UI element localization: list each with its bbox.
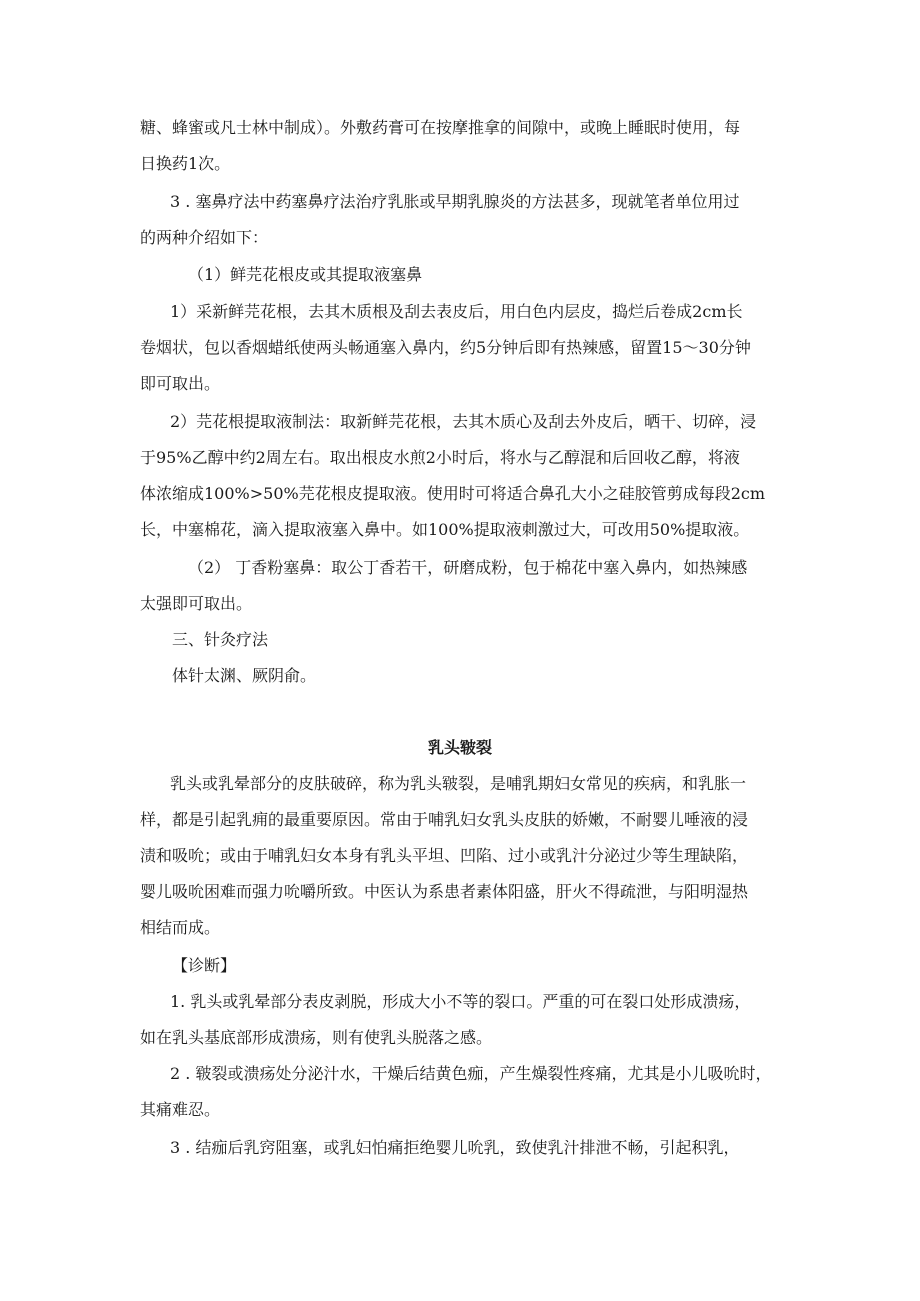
text-line: 乳头或乳晕部分的皮肤破碎，称为乳头皲裂，是哺乳期妇女常见的疾病，和乳胀一 xyxy=(170,774,747,793)
diagnosis-heading: 【诊断】 xyxy=(172,956,237,975)
text-line: 卷烟状，包以香烟蜡纸使两头畅通塞入鼻内，约5分钟后即有热辣感，留置15～30分钟 xyxy=(140,338,751,357)
text-line: 渍和吸吮；或由于哺乳妇女本身有乳头平坦、凹陷、过小或乳汁分泌过少等生理缺陷， xyxy=(140,846,749,865)
text-line: 如在乳头基底部形成溃疡，则有使乳头脱落之感。 xyxy=(140,1028,493,1047)
subheading: （1）鲜芫花根皮或其提取液塞鼻 xyxy=(188,265,423,284)
text-line: 样，都是引起乳痈的最重要原因。常由于哺乳妇女乳头皮肤的娇嫩，不耐婴儿唾液的浸 xyxy=(140,810,749,829)
text-line: 糖、蜂蜜或凡士林中制成）。外敷药膏可在按摩推拿的间隙中，或晚上睡眠时使用，每 xyxy=(140,118,741,137)
text-line: 1. 乳头或乳晕部分表皮剥脱，形成大小不等的裂口。严重的可在裂口处形成溃疡， xyxy=(170,992,751,1011)
text-line: 1）采新鲜芫花根，去其木质根及刮去表皮后，用白色内层皮，捣烂后卷成2cm长 xyxy=(170,302,743,321)
text-line: 长，中塞棉花，滴入提取液塞入鼻中。如100%提取液刺激过大，可改用50%提取液。 xyxy=(140,520,750,539)
section-title: 乳头皲裂 xyxy=(427,738,492,757)
section-heading: 三、针灸疗法 xyxy=(172,630,269,649)
text-line: 太强即可取出。 xyxy=(140,594,253,613)
text-line: 婴儿吸吮困难而强力吮嚼所致。中医认为系患者素体阳盛，肝火不得疏泄，与阳明湿热 xyxy=(140,882,749,901)
text-line: 体浓缩成100%>50%芫花根皮提取液。使用时可将适合鼻孔大小之硅胶管剪成每段2cm xyxy=(140,484,766,503)
text-line: 2）芫花根提取液制法：取新鲜芫花根，去其木质心及刮去外皮后，晒干、切碎，浸 xyxy=(170,412,757,431)
text-line: 相结而成。 xyxy=(140,918,221,937)
text-line: （2） 丁香粉塞鼻：取公丁香若干，研磨成粉，包于棉花中塞入鼻内，如热辣感 xyxy=(188,558,748,577)
text-line: 即可取出。 xyxy=(140,374,221,393)
text-line: 于95%乙醇中约2周左右。取出根皮水煎2小时后，将水与乙醇混和后回收乙醇，将液 xyxy=(140,448,740,467)
text-line: 的两种介绍如下： xyxy=(140,228,269,247)
text-line: 其痛难忍。 xyxy=(140,1100,221,1119)
text-line: 2 . 皲裂或溃疡处分泌汁水，干燥后结黄色痂，产生燥裂性疼痛，尤其是小儿吸吮时， xyxy=(170,1064,772,1083)
text-line: 日换药1次。 xyxy=(140,154,231,173)
text-line: 体针太渊、厥阴俞。 xyxy=(172,666,317,685)
text-line: 3 . 塞鼻疗法中药塞鼻疗法治疗乳胀或早期乳腺炎的方法甚多，现就笔者单位用过 xyxy=(170,192,740,211)
text-line: 3 . 结痂后乳窍阻塞，或乳妇怕痛拒绝婴儿吮乳，致使乳汁排泄不畅，引起积乳， xyxy=(170,1138,740,1157)
